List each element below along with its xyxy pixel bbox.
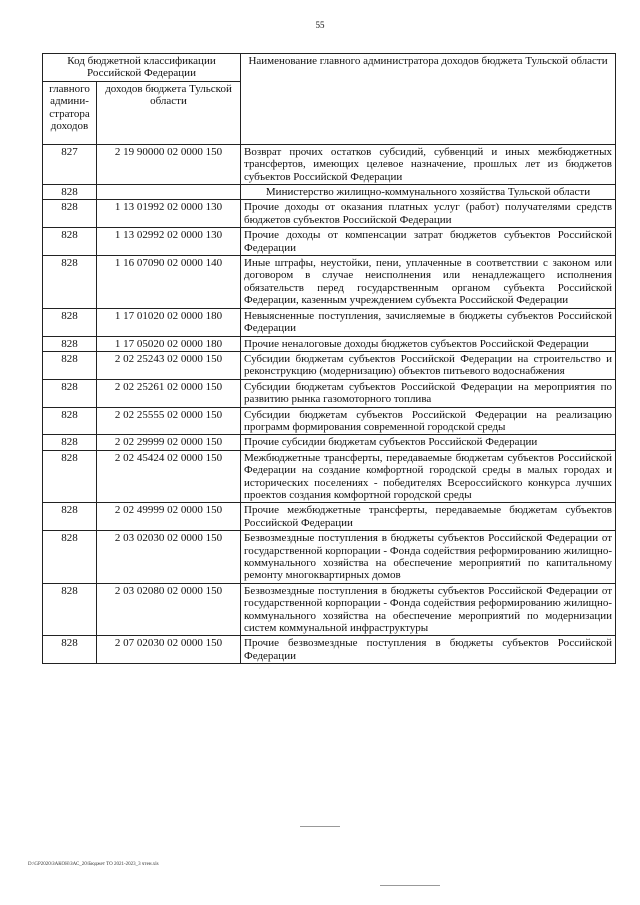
table-row xyxy=(43,503,616,531)
admin-code-cell: 828 xyxy=(43,185,97,200)
table-row xyxy=(43,531,616,584)
admin-code-cell: 828 xyxy=(43,308,97,336)
budget-classification-table xyxy=(42,53,616,664)
income-code-cell: 2 02 49999 02 0000 150 xyxy=(97,503,241,531)
income-name-cell: Прочие субсидии бюджетам субъектов Российской Федерации xyxy=(241,435,616,450)
table-row xyxy=(43,228,616,256)
table-row xyxy=(43,450,616,503)
scan-artifact xyxy=(380,885,440,886)
table-row xyxy=(43,256,616,309)
income-code-cell: 2 02 25243 02 0000 150 xyxy=(97,351,241,379)
income-name-cell: Министерство жилищно-коммунального хозяйства Тульской области xyxy=(241,185,616,200)
admin-code-cell: 828 xyxy=(43,636,97,664)
income-name-cell: Субсидии бюджетам субъектов Российской Федерации на мероприятия по развитию рынка газомоторного топлива xyxy=(241,379,616,407)
admin-code-cell: 828 xyxy=(43,435,97,450)
income-code-cell: 2 02 45424 02 0000 150 xyxy=(97,450,241,503)
income-name-cell: Безвозмездные поступления в бюджеты субъектов Российской Федерации от государственной корпорации - Фонда содействия реформированию жилищно-коммунального хозяйства на обеспечение мероприятий по капитальному ремонту многоквартирных домов xyxy=(241,531,616,584)
income-name-cell: Прочие безвозмездные поступления в бюджеты субъектов Российской Федерации xyxy=(241,636,616,664)
admin-code-cell: 828 xyxy=(43,379,97,407)
income-name-cell: Прочие доходы от оказания платных услуг (работ) получателями средств бюджетов субъектов Российской Федерации xyxy=(241,200,616,228)
header-code-group: Код бюджетной классификации Российской Федерации xyxy=(43,54,241,82)
income-code-cell: 2 19 90000 02 0000 150 xyxy=(97,144,241,184)
income-name-cell: Межбюджетные трансферты, передаваемые бюджетам субъектов Российской Федерации на создание комфортной городской среды в малых городах и исторических поселениях - победителях Всероссийского конкурса лучших проектов создания комфортной городской среды xyxy=(241,450,616,503)
table-row xyxy=(43,636,616,664)
admin-code-cell: 828 xyxy=(43,256,97,309)
income-code-cell: 1 16 07090 02 0000 140 xyxy=(97,256,241,309)
table-row xyxy=(43,144,616,184)
income-name-cell: Невыясненные поступления, зачисляемые в бюджеты субъектов Российской Федерации xyxy=(241,308,616,336)
income-code-cell: 1 13 01992 02 0000 130 xyxy=(97,200,241,228)
table-row xyxy=(43,336,616,351)
income-name-cell: Иные штрафы, неустойки, пени, уплаченные в соответствии с законом или договором в случае неисполнения или ненадлежащего исполнения обязательств перед государственным органом субъекта Российской Федерации, казенным учреждением субъекта Российской Федерации xyxy=(241,256,616,309)
admin-code-cell: 828 xyxy=(43,531,97,584)
footer-file-path: D:\GP2020\ЗАКОН\ЗАС_20\Бюджет ТО 2021-2023_3 чтен.xls xyxy=(28,862,159,867)
header-income-column: доходов бюджета Тульской области xyxy=(97,81,241,144)
income-name-cell: Прочие доходы от компенсации затрат бюджетов субъектов Российской Федерации xyxy=(241,228,616,256)
income-code-cell: 2 02 25261 02 0000 150 xyxy=(97,379,241,407)
administrator-row xyxy=(43,185,616,200)
income-code-cell: 2 07 02030 02 0000 150 xyxy=(97,636,241,664)
page-number: 55 xyxy=(315,20,325,30)
admin-code-cell: 828 xyxy=(43,228,97,256)
income-code-cell: 2 03 02030 02 0000 150 xyxy=(97,531,241,584)
header-admin-column: главного админи-стратора доходов xyxy=(43,81,97,144)
table-row xyxy=(43,200,616,228)
income-name-cell: Возврат прочих остатков субсидий, субвенций и иных межбюджетных трансфертов, имеющих целевое назначение, прошлых лет из бюджетов субъектов Российской Федерации xyxy=(241,144,616,184)
income-code-cell: 2 02 25555 02 0000 150 xyxy=(97,407,241,435)
header-row-top xyxy=(43,54,616,82)
scan-artifact xyxy=(300,826,340,827)
table-body xyxy=(43,144,616,663)
table-row xyxy=(43,351,616,379)
income-name-cell: Безвозмездные поступления в бюджеты субъектов Российской Федерации от государственной корпорации - Фонда содействия реформированию жилищно-коммунального хозяйства на обеспечение мероприятий по модернизации систем коммунальной инфраструктуры xyxy=(241,583,616,636)
admin-code-cell: 828 xyxy=(43,200,97,228)
income-code-cell: 1 13 02992 02 0000 130 xyxy=(97,228,241,256)
income-name-cell: Прочие межбюджетные трансферты, передаваемые бюджетам субъектов Российской Федерации xyxy=(241,503,616,531)
income-code-cell: 2 03 02080 02 0000 150 xyxy=(97,583,241,636)
admin-code-cell: 827 xyxy=(43,144,97,184)
income-code-cell: 1 17 01020 02 0000 180 xyxy=(97,308,241,336)
table-row xyxy=(43,407,616,435)
table-row xyxy=(43,435,616,450)
admin-code-cell: 828 xyxy=(43,351,97,379)
income-code-cell: 2 02 29999 02 0000 150 xyxy=(97,435,241,450)
income-name-cell: Субсидии бюджетам субъектов Российской Федерации на реализацию программ формирования современной городской среды xyxy=(241,407,616,435)
table-row xyxy=(43,308,616,336)
income-name-cell: Субсидии бюджетам субъектов Российской Федерации на строительство и реконструкцию (модернизацию) объектов питьевого водоснабжения xyxy=(241,351,616,379)
income-code-cell xyxy=(97,185,241,200)
income-name-cell: Прочие неналоговые доходы бюджетов субъектов Российской Федерации xyxy=(241,336,616,351)
header-name-column: Наименование главного администратора доходов бюджета Тульской области xyxy=(241,54,616,145)
admin-code-cell: 828 xyxy=(43,407,97,435)
admin-code-cell: 828 xyxy=(43,583,97,636)
table-row xyxy=(43,379,616,407)
admin-code-cell: 828 xyxy=(43,336,97,351)
income-code-cell: 1 17 05020 02 0000 180 xyxy=(97,336,241,351)
table-row xyxy=(43,583,616,636)
admin-code-cell: 828 xyxy=(43,450,97,503)
admin-code-cell: 828 xyxy=(43,503,97,531)
